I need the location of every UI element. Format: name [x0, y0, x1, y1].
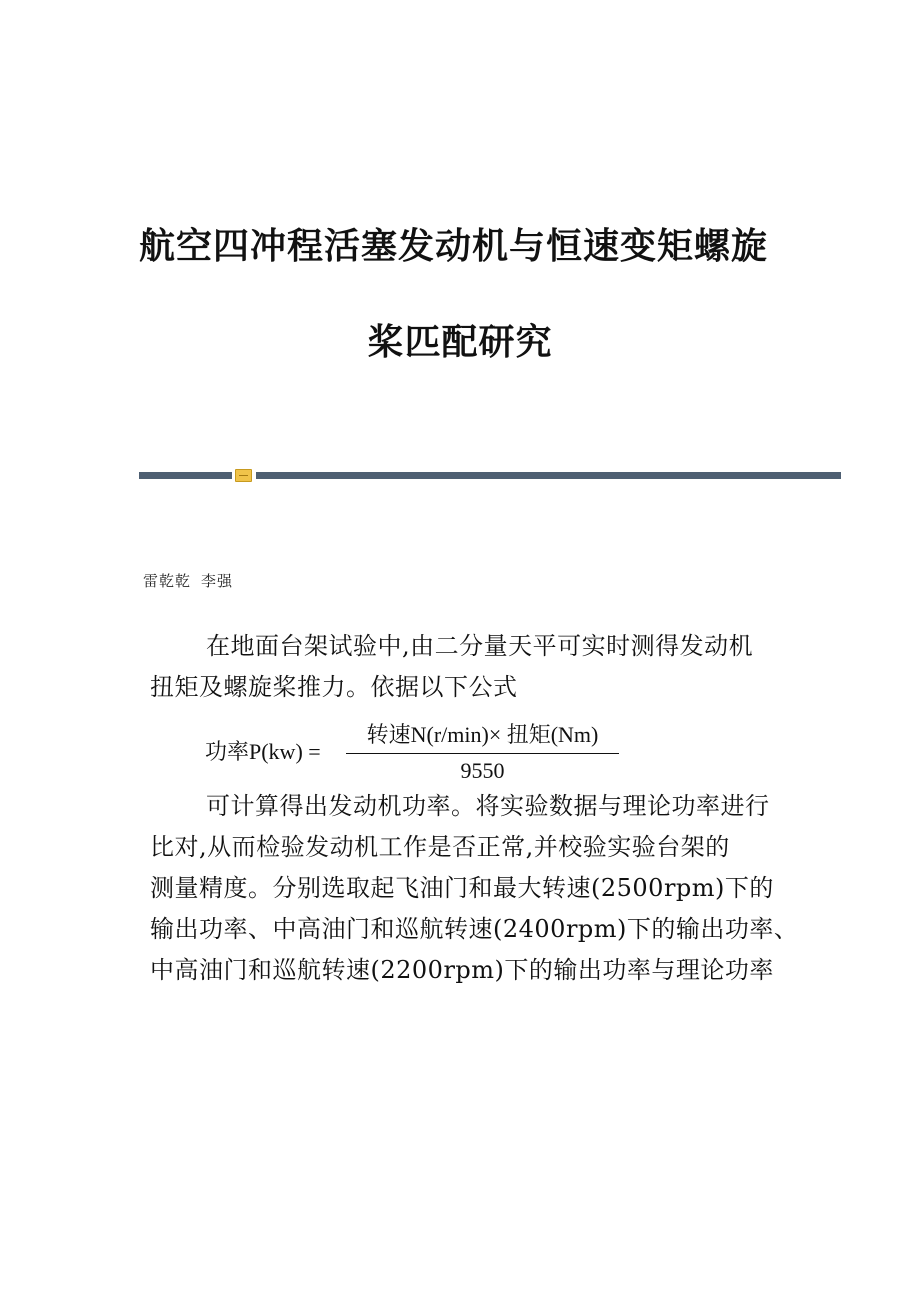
paragraph-1	[150, 626, 840, 708]
title-line-1: 航空四冲程活塞发动机与恒速变矩螺旋	[139, 225, 769, 267]
formula-lhs: 功率P(kw) =	[205, 739, 321, 764]
formula-numerator: 转速N(r/min)× 扭矩(Nm)	[366, 722, 599, 747]
paragraph-line: 扭矩及螺旋桨推力。依据以下公式	[150, 673, 518, 701]
power-formula	[205, 718, 625, 784]
paragraph-line: 输出功率、中高油门和巡航转速(2400rpm)下的输出功率、	[150, 915, 799, 943]
fraction-bar	[346, 753, 619, 754]
paragraph-line: 测量精度。分别选取起飞油门和最大转速(2500rpm)下的	[150, 874, 774, 902]
envelope-icon	[235, 469, 252, 482]
title-line-2: 桨匹配研究	[367, 321, 553, 363]
paragraph-2	[150, 786, 840, 991]
paragraph-line: 在地面台架试验中,由二分量天平可实时测得发动机	[206, 632, 754, 660]
divider-left	[139, 472, 232, 479]
paragraph-line: 中高油门和巡航转速(2200rpm)下的输出功率与理论功率	[150, 956, 774, 984]
authors: 雷乾乾 李强	[143, 572, 234, 590]
formula-fraction	[346, 718, 619, 784]
paragraph-line: 比对,从而检验发动机工作是否正常,并校验实验台架的	[150, 833, 730, 861]
paragraph-line: 可计算得出发动机功率。将实验数据与理论功率进行	[206, 792, 770, 820]
formula-denominator: 9550	[460, 758, 505, 783]
divider-right	[256, 472, 841, 479]
